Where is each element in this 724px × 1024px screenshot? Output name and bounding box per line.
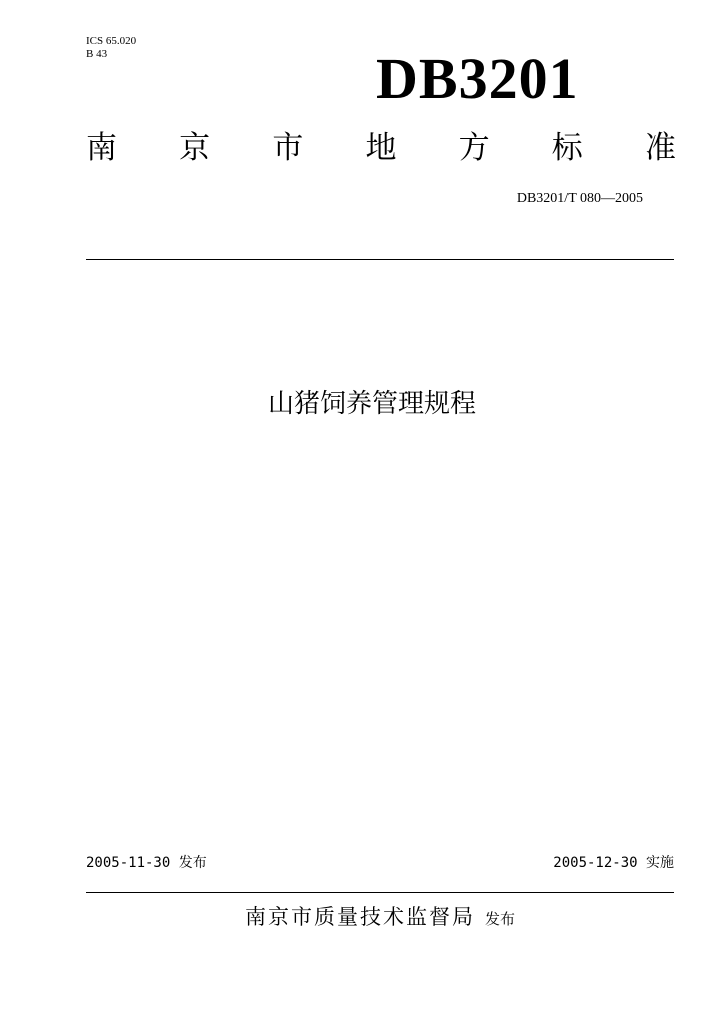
standard-type-char: 市 xyxy=(272,130,304,166)
standard-type-char: 地 xyxy=(365,130,397,166)
issuing-authority-line xyxy=(86,902,674,934)
issuing-authority: 南京市质量技术监督局 xyxy=(244,905,475,929)
standard-number: DB3201/T 080—2005 xyxy=(516,191,643,206)
implementation-date: 2005-12-30 实施 xyxy=(553,855,674,871)
ics-code: ICS 65.020 xyxy=(86,35,137,47)
standard-type-char: 南 xyxy=(86,130,117,166)
standard-type-char: 标 xyxy=(551,130,583,166)
document-title: 山猪饲养管理规程 xyxy=(267,389,476,419)
standard-type-heading xyxy=(86,128,676,168)
issue-date: 2005-11-30 发布 xyxy=(86,855,207,871)
bottom-divider xyxy=(86,892,674,893)
standard-type-char: 准 xyxy=(644,130,676,166)
issue-word: 发布 xyxy=(484,910,515,928)
ccs-code: B 43 xyxy=(86,48,108,60)
top-divider xyxy=(86,259,674,260)
standard-logo: DB3201 xyxy=(376,46,579,111)
standard-type-char: 京 xyxy=(179,130,211,166)
standard-type-char: 方 xyxy=(458,130,490,166)
classification-codes xyxy=(86,35,136,61)
